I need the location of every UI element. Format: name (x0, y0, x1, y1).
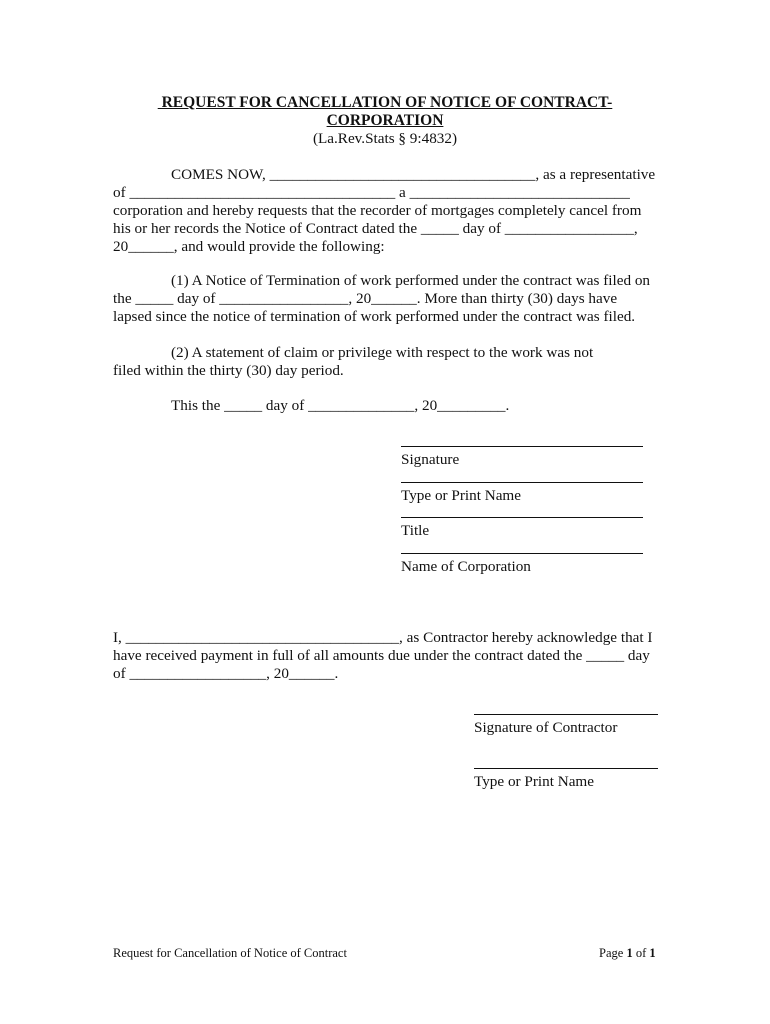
acknowledgment-line-3: of __________________, 20______. (113, 665, 339, 682)
intro-line-2: of ___________________________________ a _____________________________ (113, 184, 630, 201)
print-name-line (401, 482, 643, 483)
print-name-label: Type or Print Name (401, 487, 521, 504)
intro-line-5: 20______, and would provide the following: (113, 238, 385, 255)
item-1-line-2: the _____ day of _________________, 20______. More than thirty (30) days have (113, 290, 618, 307)
item-2-line-2: filed within the thirty (30) day period. (113, 362, 344, 379)
item-1-line-3: lapsed since the notice of termination of work performed under the contract was filed. (113, 308, 636, 325)
footer-page-of: of (632, 946, 650, 960)
title-label: Title (401, 522, 430, 539)
contractor-signature-line (474, 714, 658, 715)
item-1-line-1: (1) A Notice of Termination of work performed under the contract was filed on (171, 272, 651, 289)
contractor-print-name-line (474, 768, 658, 769)
contractor-signature-label: Signature of Contractor (474, 719, 618, 736)
footer-page-number (599, 946, 656, 960)
statute-citation: (La.Rev.Stats § 9:4832) (312, 130, 458, 147)
footer-document-title: Request for Cancellation of Notice of Contract (113, 946, 347, 960)
document-title-line-2: CORPORATION (326, 112, 444, 129)
dated-line: This the _____ day of ______________, 20_________. (171, 397, 510, 414)
footer-page-label: Page (599, 946, 627, 960)
acknowledgment-line-1: I, ____________________________________, as Contractor hereby acknowledge that I (113, 629, 653, 646)
contractor-print-name-label: Type or Print Name (474, 773, 594, 790)
title-line (401, 517, 643, 518)
signature-line (401, 446, 643, 447)
acknowledgment-line-2: have received payment in full of all amounts due under the contract dated the _____ day (113, 647, 650, 664)
corporation-name-label: Name of Corporation (401, 558, 531, 575)
intro-line-4: his or her records the Notice of Contract dated the _____ day of _________________, (113, 220, 638, 237)
signature-label: Signature (401, 451, 460, 468)
item-2-line-1: (2) A statement of claim or privilege with respect to the work was not (171, 344, 594, 361)
intro-line-3: corporation and hereby requests that the recorder of mortgages completely cancel from (113, 202, 642, 219)
intro-line-1: COMES NOW, ___________________________________, as a representative (171, 166, 656, 183)
footer-page-current: 1 (626, 946, 633, 960)
document-title-line-1: REQUEST FOR CANCELLATION OF NOTICE OF CONTRACT- (157, 94, 613, 111)
footer-page-total: 1 (649, 946, 656, 960)
corporation-name-line (401, 553, 643, 554)
